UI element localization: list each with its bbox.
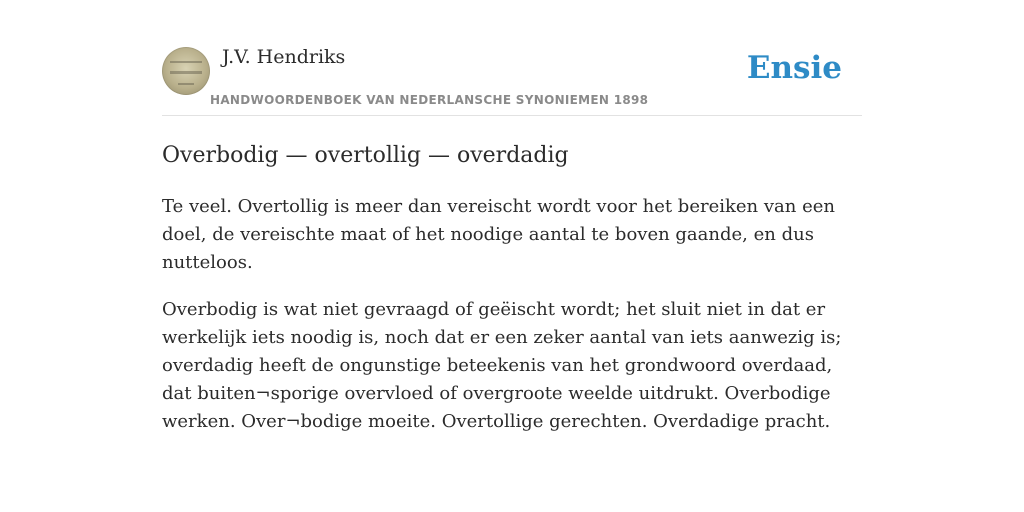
avatar-cover-line xyxy=(170,71,202,74)
definition-paragraph: Overbodig is wat niet gevraagd of geëischt wordt; het sluit niet in dat er werkelijk iets noodig is, noch dat er een zeker aantal van iets aanwezig is; overdadig heeft de ongunstige beteekenis van het grondwoord overdaad, dat buiten¬sporige overvloed of overgroote weelde uitdrukt. Overbodige werken. Over¬bodige moeite. Overtollige gerechten. Overdadige pracht. xyxy=(162,299,842,432)
entry-card xyxy=(162,40,862,436)
definition-paragraph: Te veel. Overtollig is meer dan vereischt wordt voor het bereiken van een doel, de vereischte maat of het noodige aantal te boven gaande, en dus nutteloos. xyxy=(162,196,835,273)
source-label[interactable]: HANDWOORDENBOEK VAN NEDERLANSCHE SYNONIEMEN 1898 xyxy=(210,93,649,107)
entry-header xyxy=(162,40,862,116)
page-title: Overbodig — overtollig — overdadig xyxy=(162,143,569,168)
avatar[interactable] xyxy=(162,47,210,95)
avatar-cover-line xyxy=(178,83,194,85)
author-name[interactable]: J.V. Hendriks xyxy=(222,46,346,68)
avatar-cover-line xyxy=(170,61,202,63)
brand-logo[interactable]: Ensie xyxy=(746,50,842,86)
